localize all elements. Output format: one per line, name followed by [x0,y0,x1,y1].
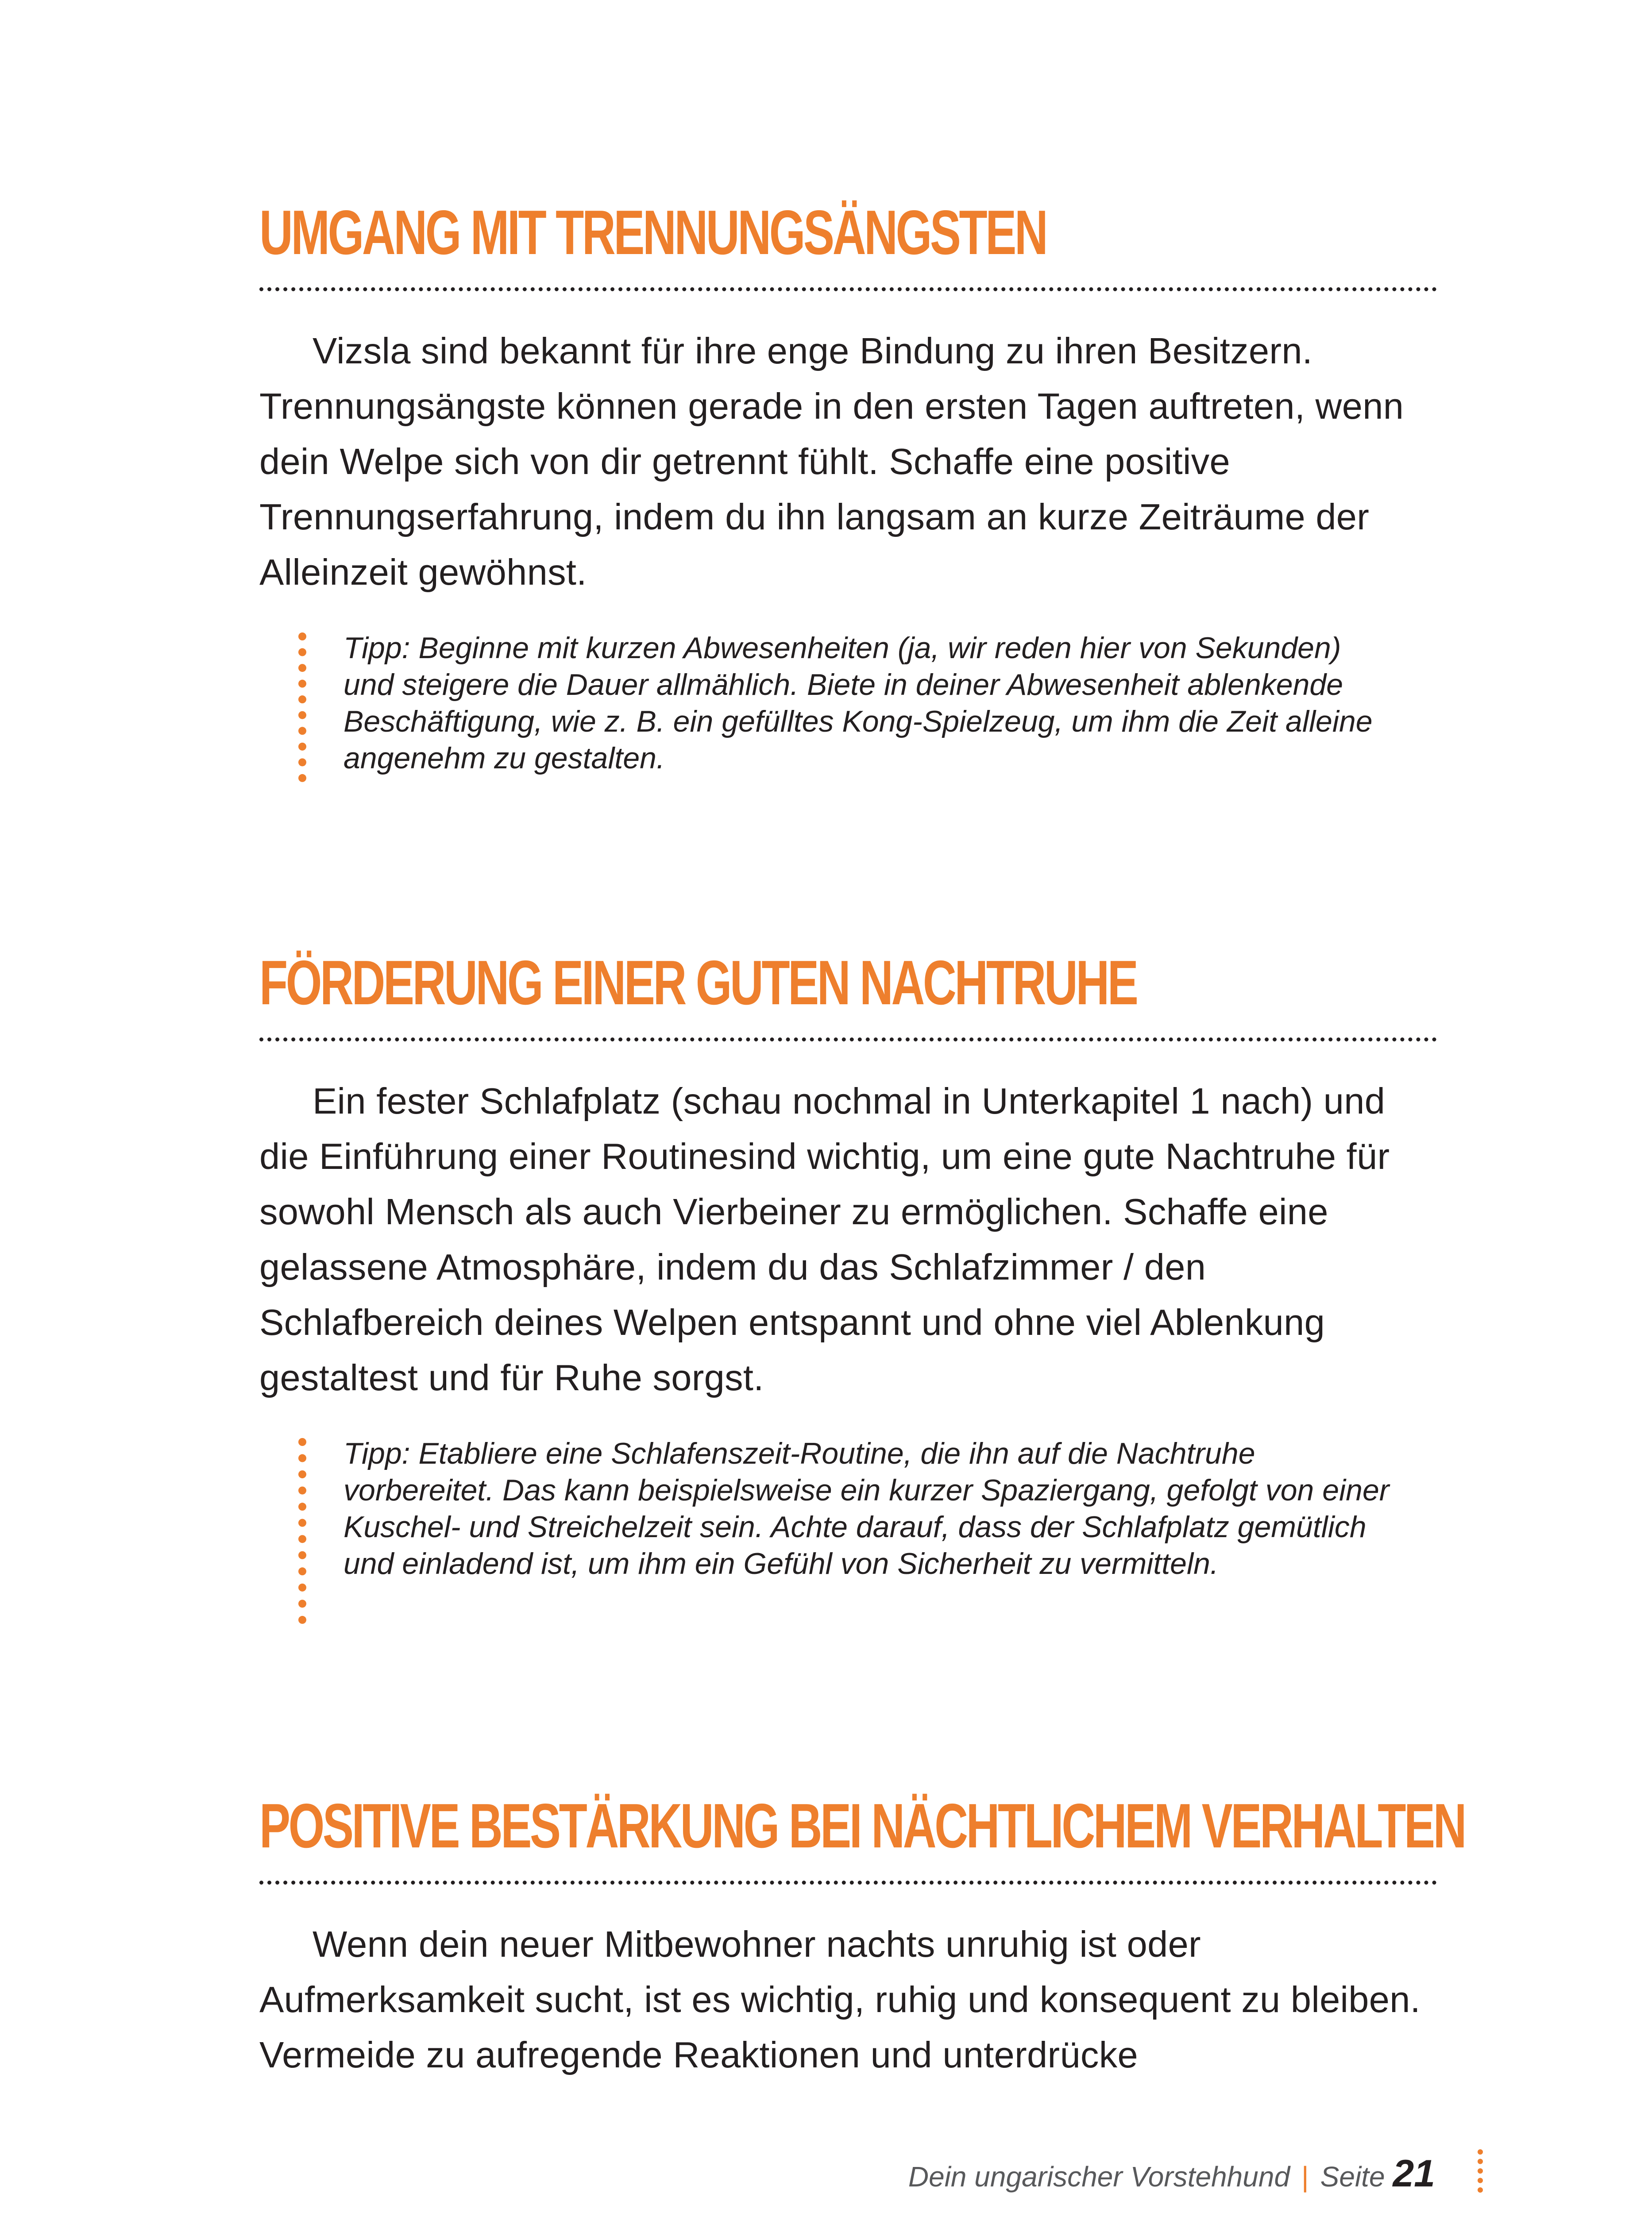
tip-text: Tipp: Beginne mit kurzen Abwesenheiten (ja, wir reden hier von Sekunden) und steigere die Dauer allmählich. Biete in deiner Abwesenheit ablenkende Beschäftigung, wie z. B. ein gefülltes Kong-Spielzeug, um ihm die Zeit alleine angenehm zu gestalten. [344,631,1373,775]
section-positive-reinforcement [259,1791,1465,2082]
footer-book-title: Dein ungarischer Vorstehhund [908,2161,1290,2193]
section-separation-anxiety [259,197,1437,777]
dotted-divider [259,1881,1437,1885]
tip-dotted-bar [298,632,314,782]
tip-text: Tipp: Etabliere eine Schlafenszeit-Routine, die ihn auf die Nachtruhe vorbereitet. Das kann beispielsweise ein kurzer Spaziergang, gefolgt von einer Kuschel- und Streichelzeit sein. Achte darauf, dass der Schlafplatz gemütlich und einladend ist, um ihm ein Gefühl von Sicherheit zu vermitteln. [344,1437,1390,1581]
section-body: Wenn dein neuer Mitbewohner nachts unruhig ist oder Aufmerksamkeit sucht, ist es wichtig, ruhig und konsequent zu bleiben. Vermeide zu aufregende Reaktionen und unterdrücke [259,1924,1421,2075]
page-footer [908,2154,1435,2197]
section-heading: UMGANG MIT TRENNUNGSÄNGSTEN [259,197,1046,268]
footer-dotted-marker [1478,2149,1483,2193]
tip-box [259,630,1397,777]
dotted-divider [259,287,1437,291]
dotted-divider [259,1037,1437,1041]
footer-separator: | [1301,2161,1309,2193]
section-body: Ein fester Schlafplatz (schau nochmal in Unterkapitel 1 nach) und die Einführung einer Routinesind wichtig, um eine gute Nachtruhe für sowohl Mensch als auch Vierbeiner zu ermöglichen. Schaffe eine gelassene Atmosphäre, indem du das Schlafzimmer / den Schlafbereich deines Welpen entspannt und ohne viel Ablenkung gestaltest und für Ruhe sorgst. [259,1080,1390,1398]
tip-box [259,1435,1397,1582]
section-night-rest [259,948,1437,1582]
page-number: 21 [1393,2152,1435,2195]
section-heading: FÖRDERUNG EINER GUTEN NACHTRUHE [259,948,1137,1018]
section-heading: POSITIVE BESTÄRKUNG BEI NÄCHTLICHEM VERHALTEN [259,1791,1465,1861]
section-body: Vizsla sind bekannt für ihre enge Bindung zu ihren Besitzern. Trennungsängste können gerade in den ersten Tagen auftreten, wenn dein Welpe sich von dir getrennt fühlt. Schaffe eine positive Trennungserfahrung, indem du ihn langsam an kurze Zeiträume der Alleinzeit gewöhnst. [259,330,1404,593]
tip-dotted-bar [298,1438,314,1624]
footer-page-label: Seite [1320,2161,1385,2193]
